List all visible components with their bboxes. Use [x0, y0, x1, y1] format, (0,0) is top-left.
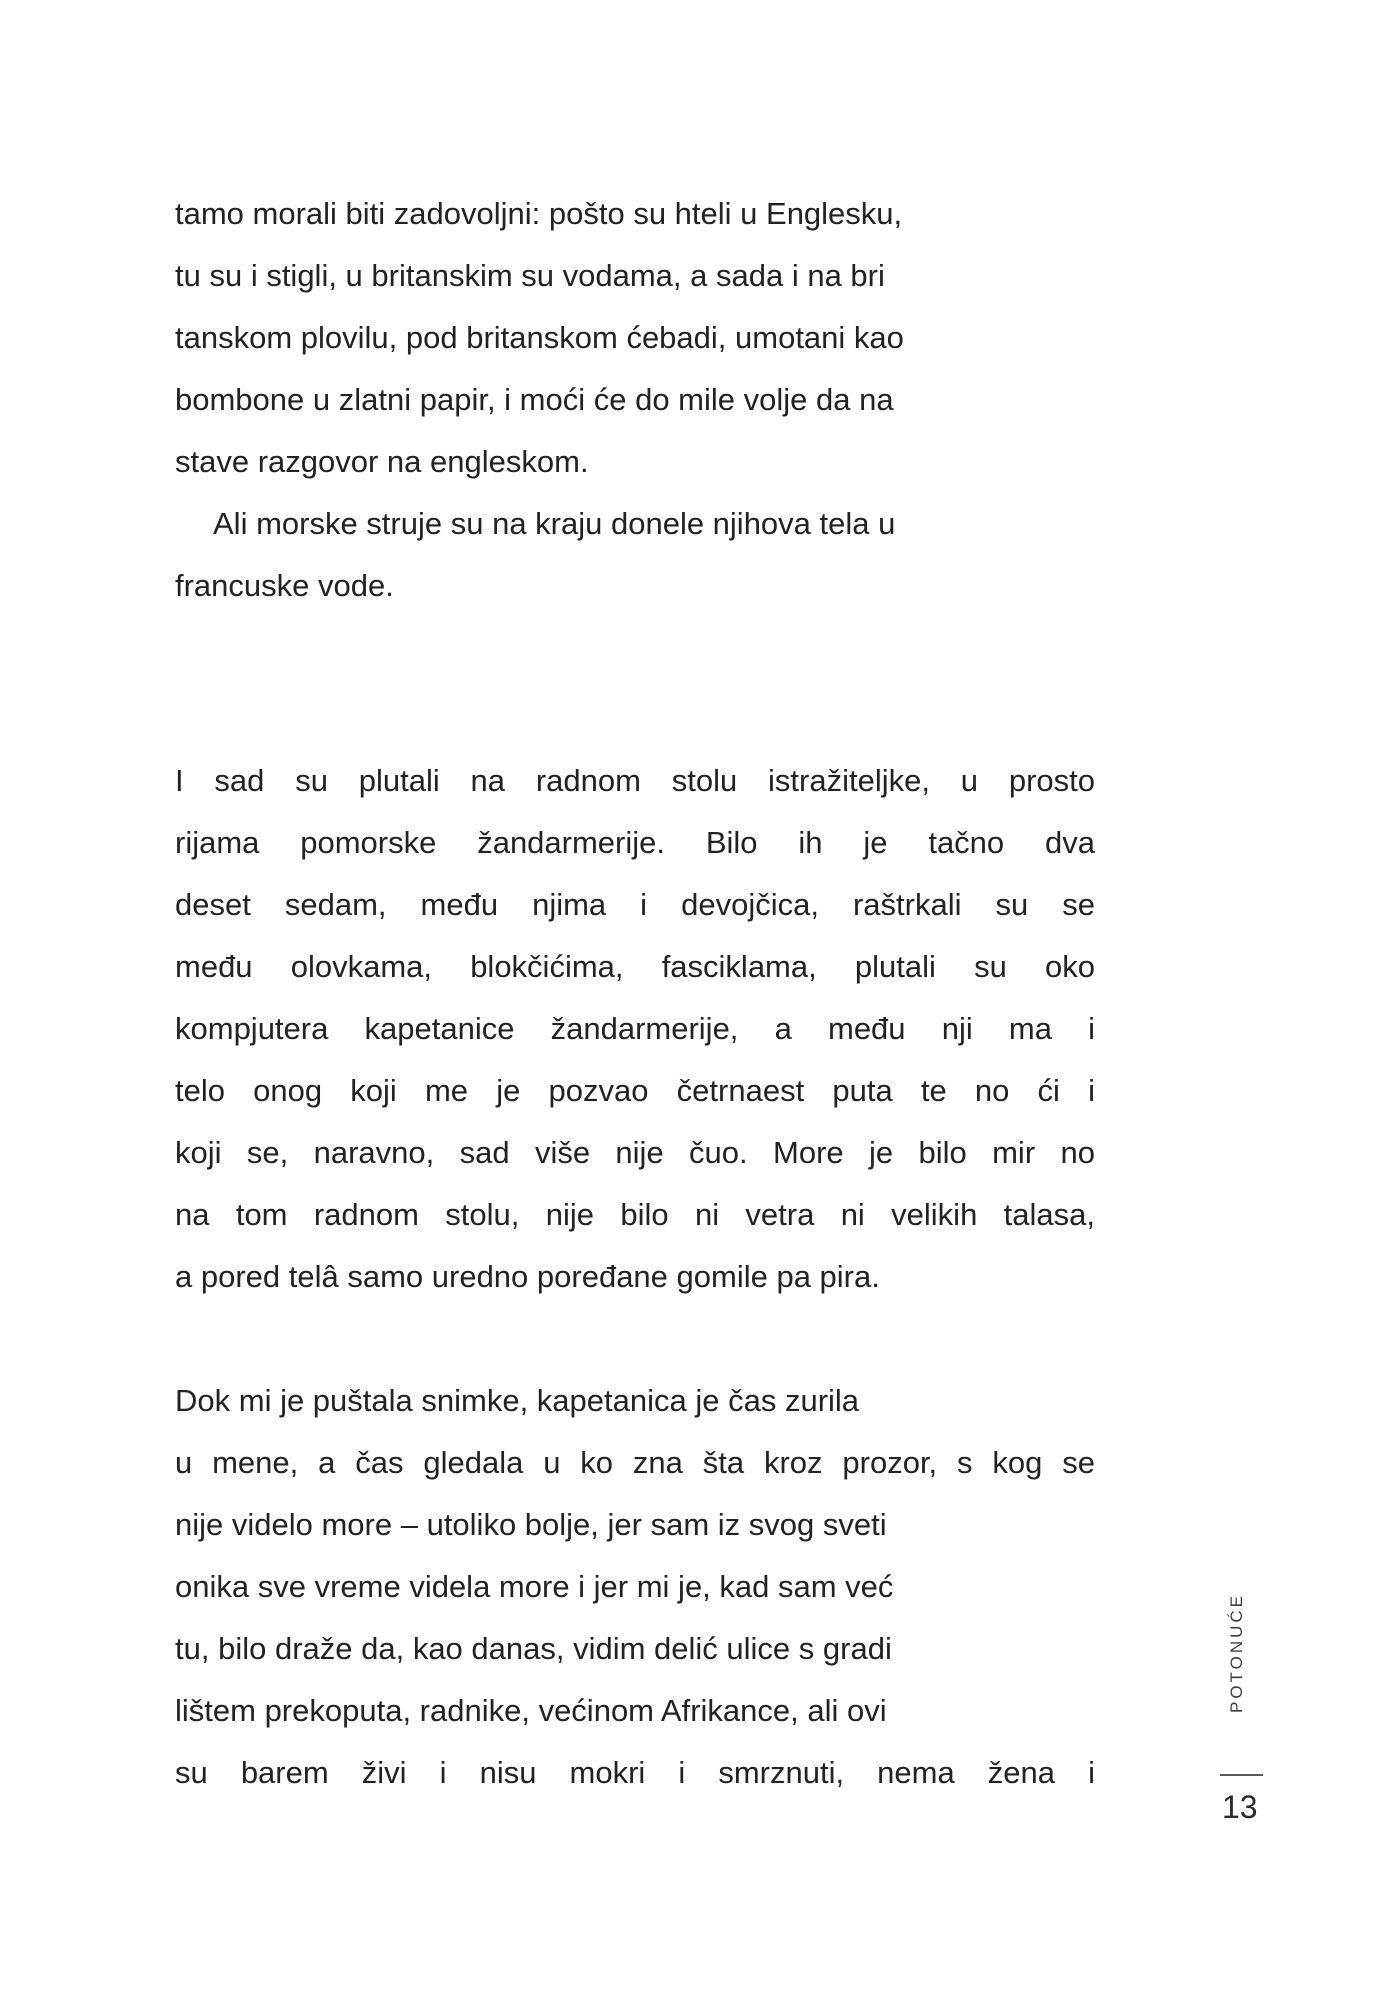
paragraph-2	[175, 493, 1095, 617]
text-line: u mene, a čas gledala u ko zna šta kroz prozor, s kog se	[175, 1445, 1095, 1480]
text-line: kompjutera kapetanice žandarmerije, a među nji ma i	[175, 1011, 1095, 1046]
text-line: stave razgovor na engleskom.	[175, 444, 589, 479]
text-line: tamo morali biti zadovoljni: pošto su hteli u Englesku,	[175, 196, 903, 231]
text-line: deset sedam, među njima i devojčica, raštrkali su se	[175, 887, 1095, 922]
running-title: POTONUĆE	[1227, 1592, 1246, 1714]
paragraph-4	[175, 1370, 1095, 1804]
text-line: tu su i stigli, u britanskim su vodama, a sada i na bri	[175, 258, 885, 293]
text-line: I sad su plutali na radnom stolu istražiteljke, u prosto	[175, 763, 1095, 798]
page-number: 13	[1222, 1789, 1258, 1825]
text-line: onika sve vreme videla more i jer mi je, kad sam već	[175, 1569, 894, 1604]
text-line: koji se, naravno, sad više nije čuo. More je bilo mir no	[175, 1135, 1095, 1170]
paragraph-1	[175, 183, 1095, 493]
body-text	[175, 183, 1095, 1804]
text-line: lištem prekoputa, radnike, većinom Afrikance, ali ovi	[175, 1693, 887, 1728]
text-line: a pored telâ samo uredno poređane gomile pa pira.	[175, 1259, 880, 1294]
text-line: Ali morske struje su na kraju donele njihova tela u	[213, 506, 896, 541]
text-line: nije videlo more – utoliko bolje, jer sam iz svog sveti	[175, 1507, 887, 1542]
text-line: francuske vode.	[175, 568, 394, 603]
text-line: bombone u zlatni papir, i moći će do mile volje da na	[175, 382, 894, 417]
text-line: na tom radnom stolu, nije bilo ni vetra ni velikih talasa,	[175, 1197, 1095, 1232]
paragraph-3	[175, 750, 1095, 1308]
text-line: telo onog koji me je pozvao četrnaest puta te no ći i	[175, 1073, 1095, 1108]
text-line: Dok mi je puštala snimke, kapetanica je čas zurila	[175, 1383, 860, 1418]
page-number-rule	[1220, 1774, 1263, 1776]
text-line: su barem živi i nisu mokri i smrznuti, nema žena i	[175, 1755, 1095, 1790]
text-line: rijama pomorske žandarmerije. Bilo ih je tačno dva	[175, 825, 1095, 860]
text-line: tanskom plovilu, pod britanskom ćebadi, umotani kao	[175, 320, 904, 355]
text-line: tu, bilo draže da, kao danas, vidim delić ulice s gradi	[175, 1631, 892, 1666]
text-line: među olovkama, blokčićima, fasciklama, plutali su oko	[175, 949, 1095, 984]
